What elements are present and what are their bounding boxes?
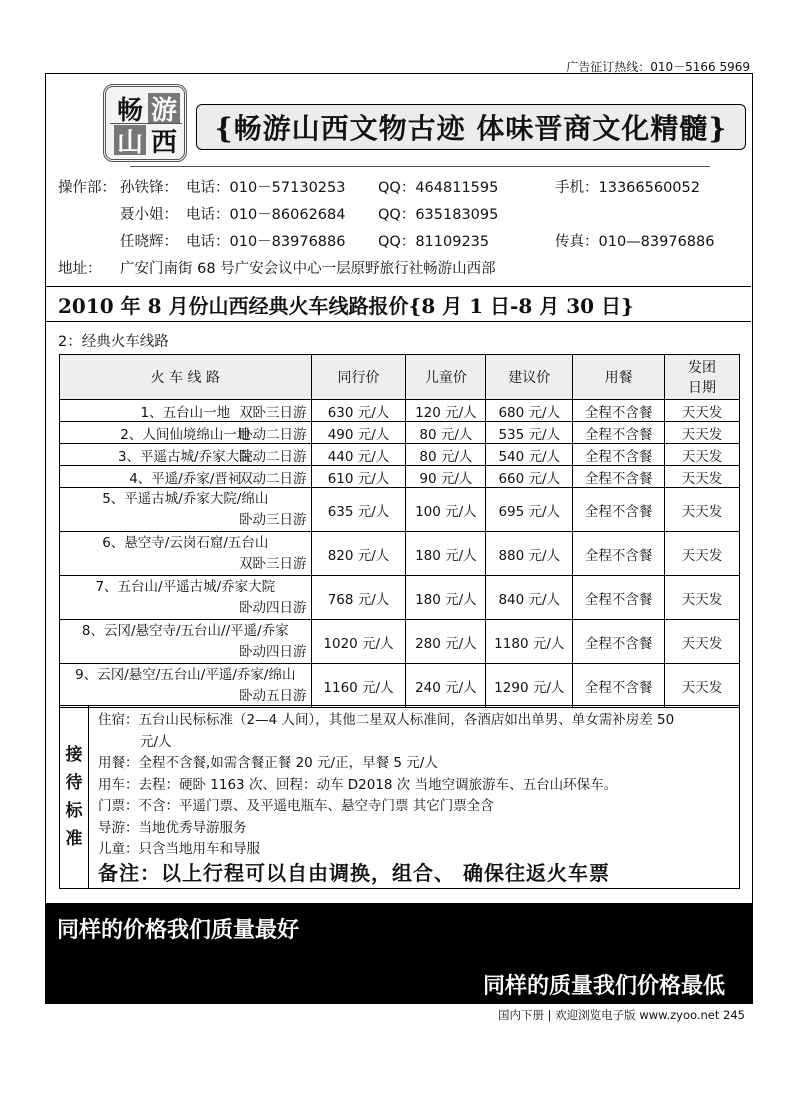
header-child-price: 儿童价 (406, 355, 486, 400)
contact-mobile: 手机：13366560052 (555, 180, 700, 196)
remarks-note: 备注：以上行程可以自由调换，组合、 确保往返火车票 (98, 860, 610, 885)
table-row (60, 466, 740, 488)
logo-char: 山 (114, 125, 146, 155)
meal-cell: 全程不含餐 (573, 664, 665, 708)
route-name: 3、平遥古城/乔家大院 (117, 448, 253, 465)
divider (45, 321, 751, 322)
table-row (60, 620, 740, 664)
table-header-row (60, 355, 740, 400)
peer-price-cell: 635 元/人 (311, 488, 406, 532)
suggested-price-cell: 535 元/人 (486, 422, 573, 444)
brand-logo (103, 84, 187, 162)
contact-qq: QQ：635183095 (378, 207, 499, 223)
reception-standards (59, 705, 740, 889)
suggested-price-cell: 695 元/人 (486, 488, 573, 532)
suggested-price-cell: 1180 元/人 (486, 620, 573, 664)
child-price-cell: 120 元/人 (406, 400, 486, 422)
peer-price-cell: 630 元/人 (311, 400, 406, 422)
peer-price-cell: 1160 元/人 (311, 664, 406, 708)
route-name: 9、云冈/悬空/五台山/平遥/乔家/绵山 (75, 666, 296, 683)
standards-title-char: 待 (65, 773, 83, 793)
standard-guide: 导游：当地优秀导游服务 (98, 819, 247, 836)
header-suggested-price: 建议价 (486, 355, 573, 400)
child-price-cell: 80 元/人 (406, 422, 486, 444)
departure-cell: 天天发 (665, 422, 740, 444)
contact-fax: 传真：010—83976886 (555, 234, 715, 250)
departure-cell: 天天发 (665, 444, 740, 466)
standards-title-char: 接 (65, 745, 83, 765)
child-price-cell: 180 元/人 (406, 576, 486, 620)
ad-hotline: 广告征订热线：010－5166 5969 (566, 60, 750, 74)
table-row (60, 400, 740, 422)
standard-accommodation: 住宿：五台山民标标准（2—4 人间），其他二星双人标准间，各酒店如出单男、单女需补房差 50 (98, 712, 675, 728)
suggested-price-cell: 540 元/人 (486, 444, 573, 466)
meal-cell: 全程不含餐 (573, 488, 665, 532)
route-name: 1、五台山一地 (140, 404, 231, 421)
table-row (60, 664, 740, 708)
page-footer: 国内下册 | 欢迎浏览电子版 www.zyoo.net 245 (497, 1008, 745, 1022)
meal-cell: 全程不含餐 (573, 532, 665, 576)
departure-cell: 天天发 (665, 488, 740, 532)
contact-phone: 电话：010－86062684 (186, 207, 346, 223)
standard-children: 儿童：只含当地用车和导服 (98, 841, 260, 857)
route-name: 5、平遥古城/乔家大院/绵山 (102, 490, 269, 507)
header-departure-line1: 发团 (688, 360, 717, 376)
departure-cell: 天天发 (665, 532, 740, 576)
route-duration: 卧动三日游 (239, 511, 307, 528)
divider (45, 286, 751, 287)
address-text: 广安门南街 68 号广安会议中心一层原野旅行社畅游山西部 (120, 261, 496, 277)
header-peer-price: 同行价 (311, 355, 406, 400)
header-departure-line2: 日期 (688, 380, 717, 396)
route-name: 4、平遥/乔家/晋祠 (129, 470, 242, 487)
route-cell (60, 400, 312, 422)
logo-char: 畅 (116, 95, 143, 126)
route-cell (60, 488, 312, 532)
contact-name: 聂小姐： (120, 207, 178, 223)
table-row (60, 444, 740, 466)
route-cell (60, 620, 312, 664)
table-row (60, 576, 740, 620)
departure-cell: 天天发 (665, 400, 740, 422)
route-cell (60, 576, 312, 620)
route-name: 8、云冈/悬空寺/五台山//平遥/乔家 (81, 622, 289, 639)
child-price-cell: 90 元/人 (406, 466, 486, 488)
header-route: 火 车 线 路 (60, 355, 312, 400)
address-label: 地址： (58, 261, 102, 277)
table-row (60, 488, 740, 532)
table-row (60, 532, 740, 576)
price-headline: 2010 年 8 月份山西经典火车线路报价{8 月 1 日-8 月 30 日} (58, 294, 634, 318)
meal-cell: 全程不含餐 (573, 620, 665, 664)
suggested-price-cell: 840 元/人 (486, 576, 573, 620)
route-duration: 卧动四日游 (239, 643, 307, 660)
departure-cell: 天天发 (665, 576, 740, 620)
logo-char: 西 (150, 127, 177, 158)
route-cell (60, 532, 312, 576)
meal-cell: 全程不含餐 (573, 444, 665, 466)
route-name: 2、人间仙境绵山一地 (120, 426, 251, 443)
contact-dept-label: 操作部： (58, 180, 116, 196)
contact-phone: 电话：010－83976886 (186, 234, 346, 250)
child-price-cell: 180 元/人 (406, 532, 486, 576)
standard-tickets: 门票：不含：平遥门票、及平遥电瓶车、悬空寺门票 其它门票全含 (98, 798, 494, 814)
standards-title (60, 706, 89, 888)
departure-cell: 天天发 (665, 620, 740, 664)
header-meal: 用餐 (573, 355, 665, 400)
suggested-price-cell: 880 元/人 (486, 532, 573, 576)
suggested-price-cell: 660 元/人 (486, 466, 573, 488)
route-duration: 卧动二日游 (239, 426, 307, 443)
promo-line-2: 同样的质量我们价格最低 (482, 974, 725, 999)
route-name: 6、悬空寺/云岗石窟/五台山 (102, 534, 269, 551)
section-subtitle: 2：经典火车线路 (58, 334, 169, 350)
meal-cell: 全程不含餐 (573, 422, 665, 444)
meal-cell: 全程不含餐 (573, 400, 665, 422)
route-cell (60, 466, 312, 488)
standards-title-char: 标 (65, 801, 83, 821)
departure-cell: 天天发 (665, 664, 740, 708)
peer-price-cell: 768 元/人 (311, 576, 406, 620)
route-price-table (59, 354, 740, 708)
child-price-cell: 100 元/人 (406, 488, 486, 532)
standards-list (98, 710, 728, 884)
route-name: 7、五台山/平遥古城/乔家大院 (95, 578, 276, 595)
header-departure (665, 355, 740, 400)
peer-price-cell: 440 元/人 (311, 444, 406, 466)
route-duration: 双卧三日游 (239, 404, 307, 421)
promo-line-1: 同样的价格我们质量最好 (57, 918, 300, 943)
route-duration: 双卧三日游 (239, 555, 307, 572)
contact-qq: QQ：81109235 (378, 234, 490, 250)
contact-name: 孙铁锋： (120, 180, 178, 196)
route-duration: 卧动四日游 (239, 599, 307, 616)
standard-transport: 用车：去程：硬卧 1163 次、回程：动车 D2018 次 当地空调旅游车、五台山环保车。 (98, 776, 618, 793)
peer-price-cell: 1020 元/人 (311, 620, 406, 664)
contact-qq: QQ：464811595 (378, 180, 499, 196)
contact-phone: 电话：010－57130253 (186, 180, 346, 196)
standard-meals: 用餐：全程不含餐,如需含餐正餐 20 元/正，早餐 5 元/人 (98, 755, 438, 771)
departure-cell: 天天发 (665, 466, 740, 488)
meal-cell: 全程不含餐 (573, 466, 665, 488)
logo-char: 游 (148, 93, 180, 123)
divider (130, 166, 710, 167)
peer-price-cell: 610 元/人 (311, 466, 406, 488)
peer-price-cell: 490 元/人 (311, 422, 406, 444)
child-price-cell: 280 元/人 (406, 620, 486, 664)
meal-cell: 全程不含餐 (573, 576, 665, 620)
standard-accommodation-cont: 元/人 (140, 733, 172, 750)
suggested-price-cell: 1290 元/人 (486, 664, 573, 708)
route-duration: 卧动二日游 (239, 448, 307, 465)
suggested-price-cell: 680 元/人 (486, 400, 573, 422)
child-price-cell: 240 元/人 (406, 664, 486, 708)
route-cell (60, 422, 312, 444)
peer-price-cell: 820 元/人 (311, 532, 406, 576)
standards-title-char: 准 (65, 829, 83, 849)
route-cell (60, 444, 312, 466)
contact-name: 任晓辉： (120, 234, 178, 250)
route-cell (60, 664, 312, 708)
slogan-banner: {畅游山西文物古迹 体味晋商文化精髓} (196, 104, 746, 150)
route-duration: 双动二日游 (239, 470, 307, 487)
promo-banner (45, 903, 753, 1004)
child-price-cell: 80 元/人 (406, 444, 486, 466)
route-duration: 卧动五日游 (239, 687, 307, 704)
table-row (60, 422, 740, 444)
